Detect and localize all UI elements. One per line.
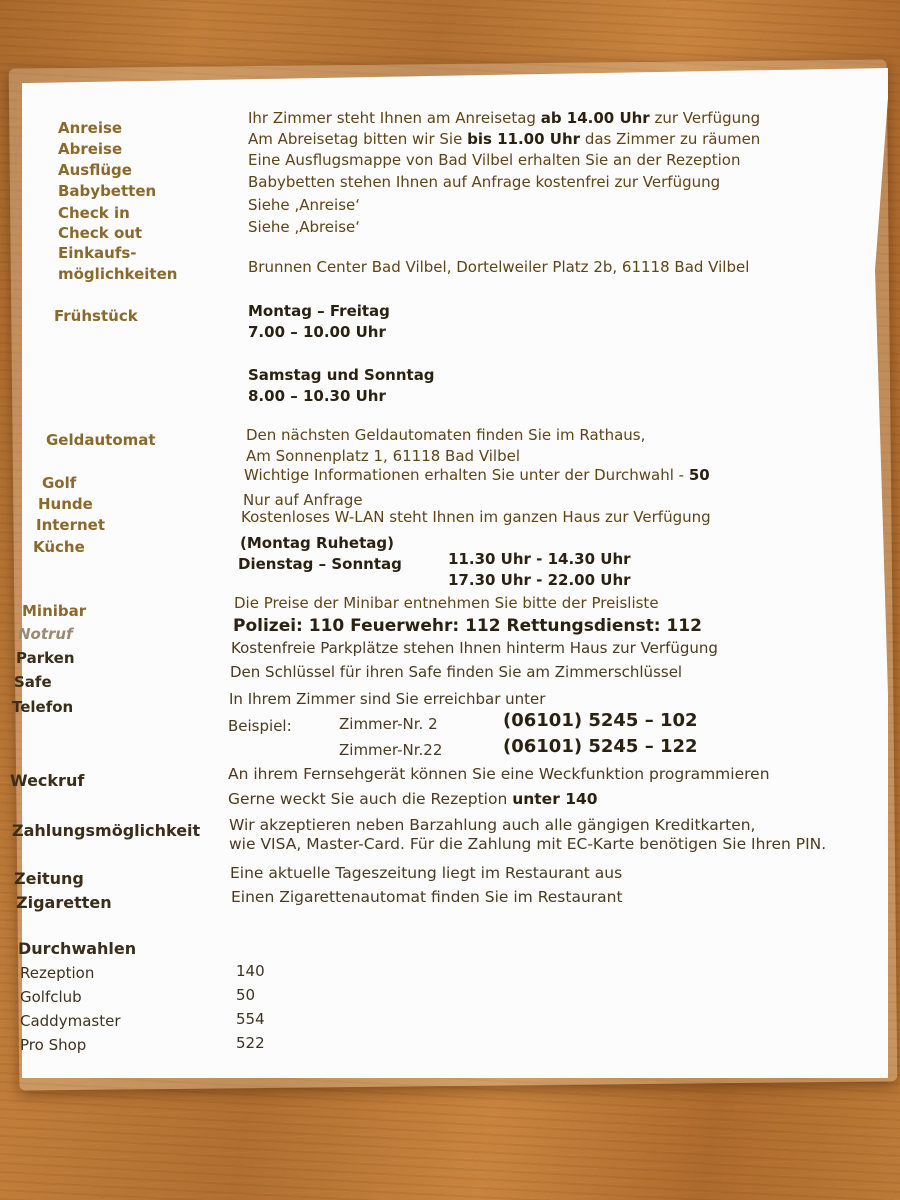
telefon-beispiel: Beispiel: [228,717,292,735]
label-zahlung: Zahlungsmöglichkeit [12,821,201,840]
label-einkauf-2: möglichkeiten [58,265,178,283]
label-abreise: Abreise [58,140,123,158]
text-anreise: Ihr Zimmer steht Ihnen am Anreisetag ab 14.00 Uhr zur Verfügung [248,109,761,127]
label-zeitung: Zeitung [14,869,84,888]
label-notruf: Notruf [18,625,73,643]
label-kueche: Küche [33,538,85,556]
text-checkout: Siehe ‚Abreise‘ [248,218,361,236]
text-weckruf-1: An ihrem Fernsehgerät können Sie eine Weckfunktion programmieren [228,765,770,783]
kueche-time-2: 17.30 Uhr - 22.00 Uhr [448,571,631,589]
text-weckruf-2: Gerne weckt Sie auch die Rezeption unter 140 [228,790,598,808]
text-notruf: Polizei: 110 Feuerwehr: 112 Rettungsdienst: 112 [233,616,702,636]
label-babybetten: Babybetten [58,182,157,200]
text-ausfluege: Eine Ausflugsmappe von Bad Vilbel erhalten Sie an der Rezeption [248,151,741,169]
label-geldautomat: Geldautomat [46,431,156,449]
text-golf: Wichtige Informationen erhalten Sie unter der Durchwahl - 50 [244,466,710,484]
kueche-time-1: 11.30 Uhr - 14.30 Uhr [448,550,631,568]
text-telefon: In Ihrem Zimmer sind Sie erreichbar unter [229,690,546,708]
text-geldautomat-1: Den nächsten Geldautomaten finden Sie im Rathaus, [246,426,646,444]
label-internet: Internet [36,516,106,534]
text-minibar: Die Preise der Minibar entnehmen Sie bitte der Preisliste [234,594,659,612]
text-safe: Den Schlüssel für ihren Safe finden Sie am Zimmerschlüssel [230,663,683,681]
telefon-number-102: (06101) 5245 – 102 [503,710,698,731]
label-golf: Golf [42,474,77,492]
durchwahl-name: Rezeption [20,964,95,982]
text-geldautomat-2: Am Sonnenplatz 1, 61118 Bad Vilbel [246,447,521,465]
label-parken: Parken [16,649,75,667]
label-checkin: Check in [58,204,130,222]
label-ausfluege: Ausflüge [58,161,132,179]
telefon-zimmer-2: Zimmer-Nr. 2 [339,715,438,733]
text-babybetten: Babybetten stehen Ihnen auf Anfrage kostenfrei zur Verfügung [248,173,721,191]
durchwahl-name: Pro Shop [20,1036,87,1054]
text-zeitung: Eine aktuelle Tageszeitung liegt im Restaurant aus [230,864,623,882]
durchwahl-number: 522 [236,1034,265,1052]
text-internet: Kostenloses W-LAN steht Ihnen im ganzen Haus zur Verfügung [241,508,711,526]
kueche-days: Dienstag – Sonntag [238,555,402,573]
text-zahlung-2: wie VISA, Master-Card. Für die Zahlung mit EC-Karte benötigen Sie Ihren PIN. [229,835,827,853]
label-anreise: Anreise [58,119,123,137]
fruehstueck-weekday-time: 7.00 – 10.00 Uhr [248,323,386,341]
text-zigaretten: Einen Zigarettenautomat finden Sie im Restaurant [231,888,623,906]
text-parken: Kostenfreie Parkplätze stehen Ihnen hinterm Haus zur Verfügung [231,639,718,657]
durchwahl-name: Golfclub [20,988,82,1006]
label-telefon: Telefon [12,698,74,716]
label-fruehstueck: Frühstück [54,307,138,325]
label-checkout: Check out [58,224,143,242]
telefon-number-122: (06101) 5245 – 122 [503,736,698,757]
kueche-ruhetag: (Montag Ruhetag) [240,534,394,552]
telefon-zimmer-22: Zimmer-Nr.22 [339,741,443,759]
durchwahl-number: 140 [236,962,265,980]
label-hunde: Hunde [38,495,93,513]
fruehstueck-weekend: Samstag und Sonntag [248,366,435,384]
text-abreise: Am Abreisetag bitten wir Sie bis 11.00 Uhr das Zimmer zu räumen [248,130,761,148]
fruehstueck-weekday: Montag – Freitag [248,302,390,320]
label-zigaretten: Zigaretten [16,893,112,912]
label-safe: Safe [14,673,52,691]
label-weckruf: Weckruf [10,771,85,790]
text-checkin: Siehe ‚Anreise‘ [248,196,361,214]
text-einkauf: Brunnen Center Bad Vilbel, Dortelweiler Platz 2b, 61118 Bad Vilbel [248,258,750,276]
durchwahl-number: 50 [236,986,256,1004]
label-einkauf-1: Einkaufs- [58,244,137,262]
durchwahl-name: Caddymaster [20,1012,121,1030]
durchwahl-number: 554 [236,1010,265,1028]
text-hunde: Nur auf Anfrage [243,491,363,509]
text-zahlung-1: Wir akzeptieren neben Barzahlung auch alle gängigen Kreditkarten, [229,816,756,834]
durchwahlen-title: Durchwahlen [18,939,137,958]
fruehstueck-weekend-time: 8.00 – 10.30 Uhr [248,387,386,405]
label-minibar: Minibar [22,602,87,620]
